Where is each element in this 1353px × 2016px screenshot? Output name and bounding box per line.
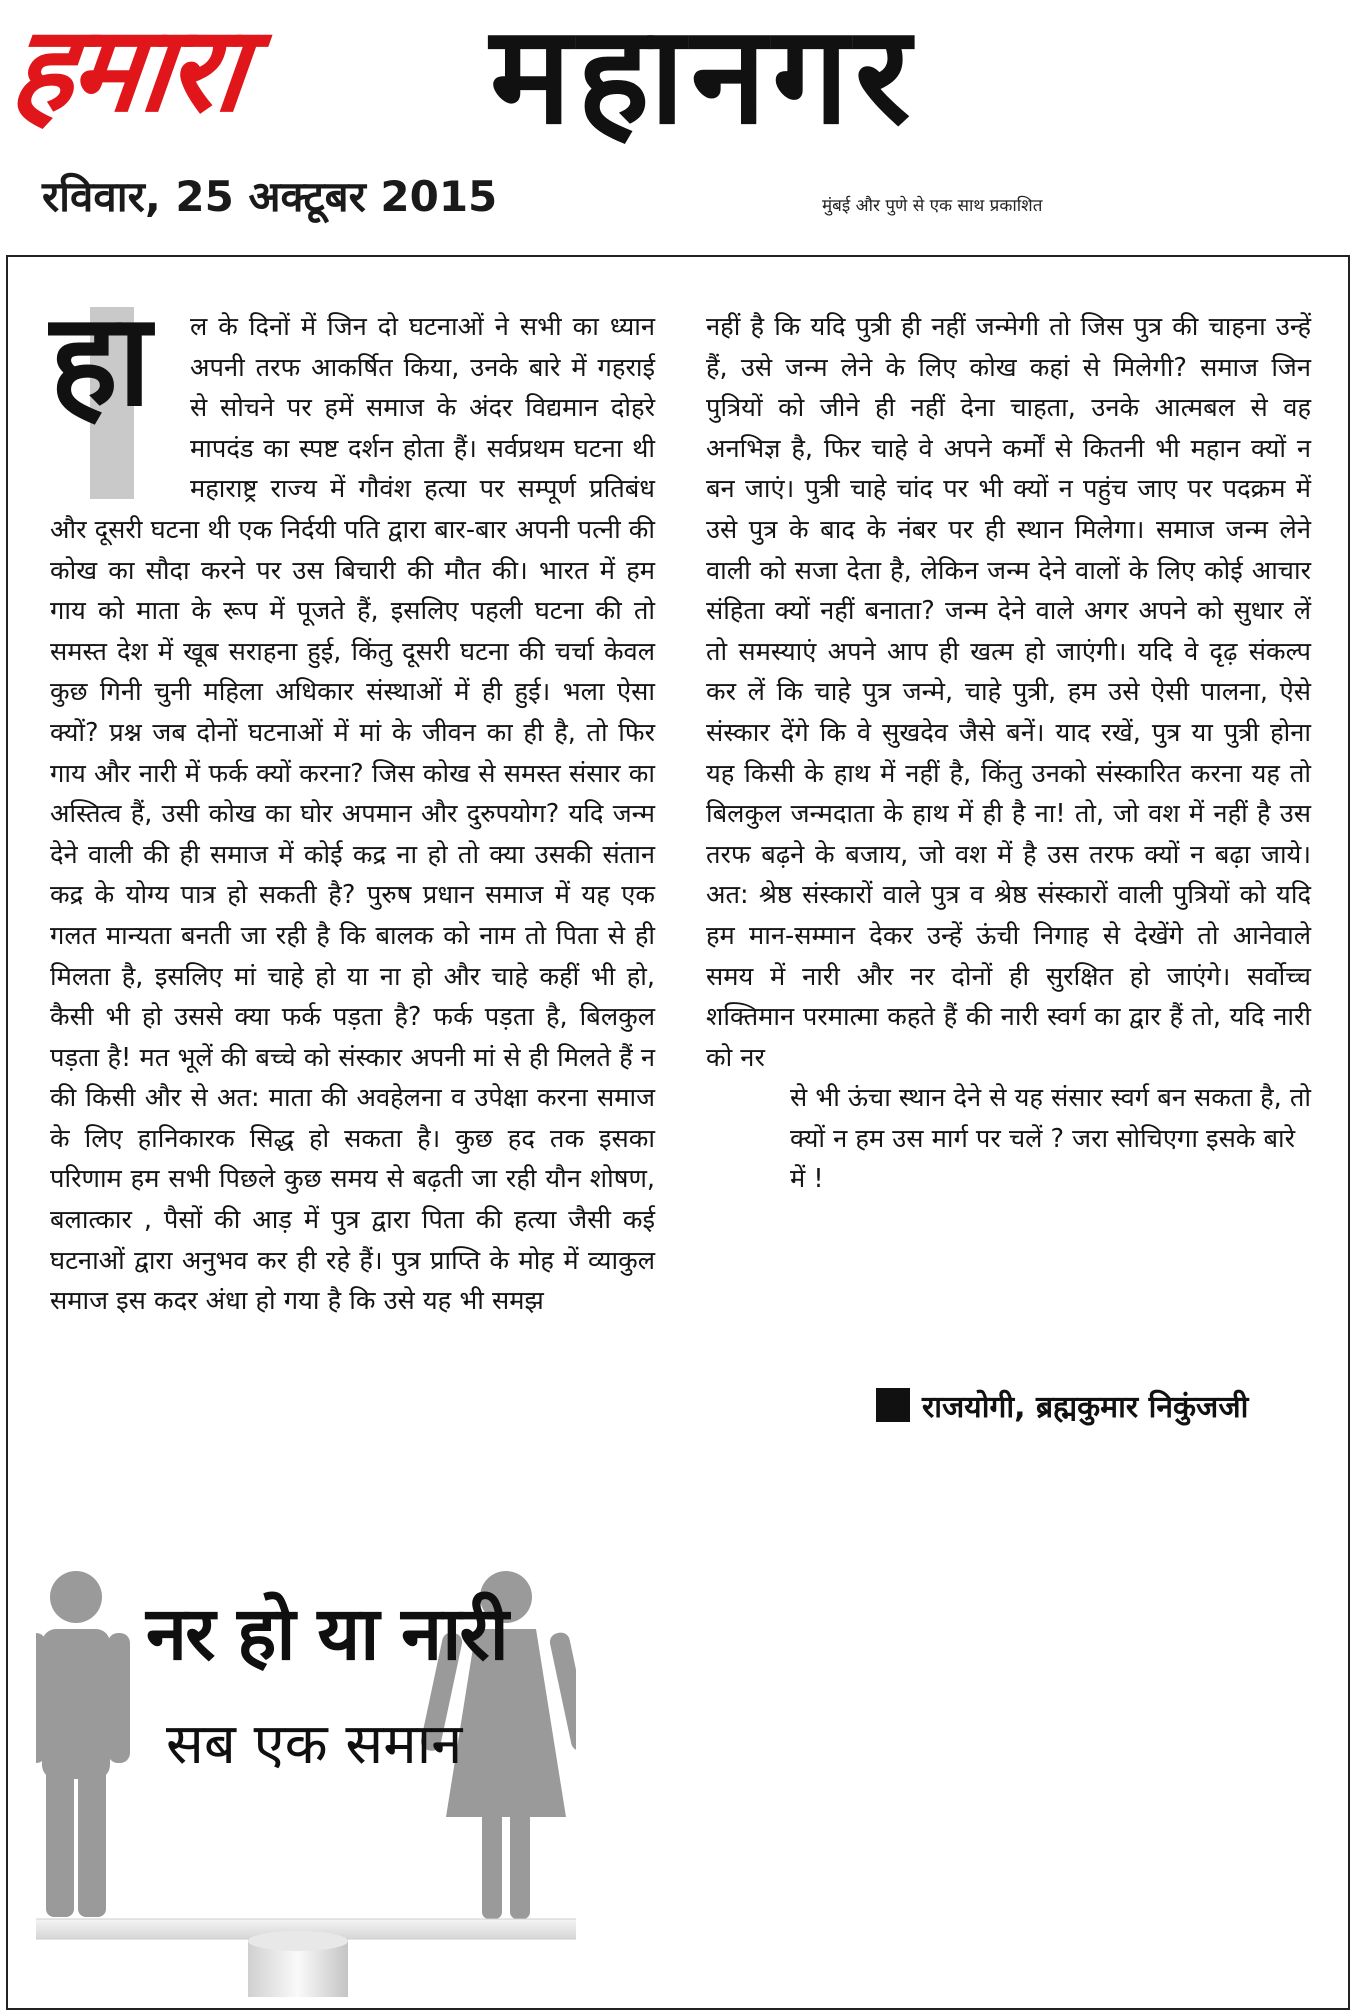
issue-date: रविवार, 25 अक्टूबर 2015 [42,172,498,221]
dropcap-block [50,286,178,499]
article-text-left: ल के दिनों में जिन दो घटनाओं ने सभी का ध्यान अपनी तरफ आकर्षित किया, उनके बारे में गहराई से सोचने पर हमें समाज के अंदर विद्यमान दोहरे मापदंड का स्पष्ट दर्शन होता हैं। सर्वप्रथम घटना थी महाराष्ट्र राज्य में गौवंश हत्या पर सम्पूर्ण प्रतिबंध और दूसरी घटना थी एक निर्दयी पति द्वारा बार-बार अपनी पत्नी की कोख का सौदा करने पर उस बिचारी की मौत की। भारत में हम गाय को माता के रूप में पूजते हैं, इसलिए पहली घटना की तो समस्त देश में खूब सराहना हुई, किंतु दूसरी घटना की चर्चा केवल कुछ गिनी चुनी महिला अधिकार संस्थाओं में ही हुई। भला ऐसा क्यों? प्रश्न जब दोनों घटनाओं में मां के जीवन का ही है, तो फिर गाय और नारी में फर्क क्यों करना? जिस कोख से समस्त संसार का अस्तित्व हैं, उसी कोख का घोर अपमान और दुरुपयोग? यदि जन्म देने वाली की ही समाज में कोई कद्र ना हो तो क्या उसकी संतान कद्र के योग्य पात्र हो सकती है? पुरुष प्रधान समाज में यह एक गलत मान्यता बनती जा रही है कि बालक को नाम तो पिता से ही मिलता है, इसलिए मां चाहे हो या ना हो और चाहे कहीं भी हो, कैसी भी हो उससे क्या फर्क पड़ता है? फर्क पड़ता है, बिलकुल पड़ता है! मत भूलें की बच्चे को संस्कार अपनी मां से ही मिलते हैं न की किसी और से अत: माता की अवहेलना व उपेक्षा करना समाज के लिए हानिकारक सिद्ध हो सकता है। कुछ हद तक इसका परिणाम हम सभी पिछले कुछ समय से बढ़ती जा रही यौन शोषण, बलात्कार , पैसों की आड़ में पुत्र द्वारा पिता की हत्या जैसी कई घटनाओं द्वारा अनुभव कर ही रहे हैं। पुत्र प्राप्ति के मोह में व्याकुल समाज इस कदर अंधा हो गया है कि उसे यह भी समझ [50,312,655,1317]
male-figure-icon [36,1571,130,1917]
illustration-title: नर हो या नारी [146,1591,507,1677]
seesaw-icon [36,1919,576,1997]
article-frame [6,255,1350,2010]
article-column-right [706,307,1311,1200]
gender-equality-illustration [36,1567,576,1997]
byline-square-icon [876,1388,910,1422]
masthead [0,0,1353,250]
masthead-tagline: मुंबई और पुणे से एक साथ प्रकाशित [822,196,1043,216]
masthead-name-red: हमारा [4,0,250,138]
author-byline [876,1385,1316,1426]
illustration-subtitle: सब एक समान [166,1712,463,1777]
article-closing-text: से भी ऊंचा स्थान देने से यह संसार स्वर्ग बन सकता है, तो क्यों न हम उस मार्ग पर चलें ? जरा सोचिएगा इसके बारे में ! [790,1083,1311,1195]
dropcap-letter: हा [50,286,152,435]
author-name: राजयोगी, ब्रह्मकुमार निकुंजजी [922,1390,1249,1425]
article-text-right: नहीं है कि यदि पुत्री ही नहीं जन्मेगी तो जिस पुत्र की चाहना उन्हें हैं, उसे जन्म लेने के लिए कोख कहां से मिलेगी? समाज जिन पुत्रियों को जीने ही नहीं देना चाहता, उनके आत्मबल से वह अनभिज्ञ है, फिर चाहे वे अपने कर्मों से कितनी भी महान क्यों न बन जाएं। पुत्री चाहे चांद पर भी क्यों न पहुंच जाए पर पदक्रम में उसे पुत्र के बाद के नंबर पर ही स्थान मिलेगा। समाज जन्म लेने वाली को सजा देता है, लेकिन जन्म देने वालों के लिए कोई आचार संहिता क्यों नहीं बनाता? जन्म देने वाले अगर अपने को सुधार लें तो समस्याएं अपने आप ही खत्म हो जाएंगी। यदि वे दृढ़ संकल्प कर लें कि चाहे पुत्र जन्मे, चाहे पुत्री, हम उसे ऐसी पालना, ऐसे संस्कार देंगे कि वे सुखदेव जैसे बनें। याद रखें, पुत्र या पुत्री होना यह किसी के हाथ में नहीं है, किंतु उनको संस्कारित करना यह तो बिलकुल जन्मदाता के हाथ में ही है ना! तो, जो वश में नहीं है उस तरफ बढ़ने के बजाय, जो वश में है उस तरफ क्यों न बढ़ा जाये। अत: श्रेष्ठ संस्कारों वाले पुत्र व श्रेष्ठ संस्कारों वाली पुत्रियों को यदि हम मान-सम्मान देकर उन्हें ऊंची निगाह से देखेंगे तो आनेवाले समय में नारी और नर दोनों ही सुरक्षित हो जाएंगे। सर्वोच्च शक्तिमान परमात्मा कहते हैं की नारी स्वर्ग का द्वार हैं तो, यदि नारी को नर [706,312,1311,1073]
masthead-name-black: महानगर [490,0,917,155]
article-column-left [50,286,655,1322]
